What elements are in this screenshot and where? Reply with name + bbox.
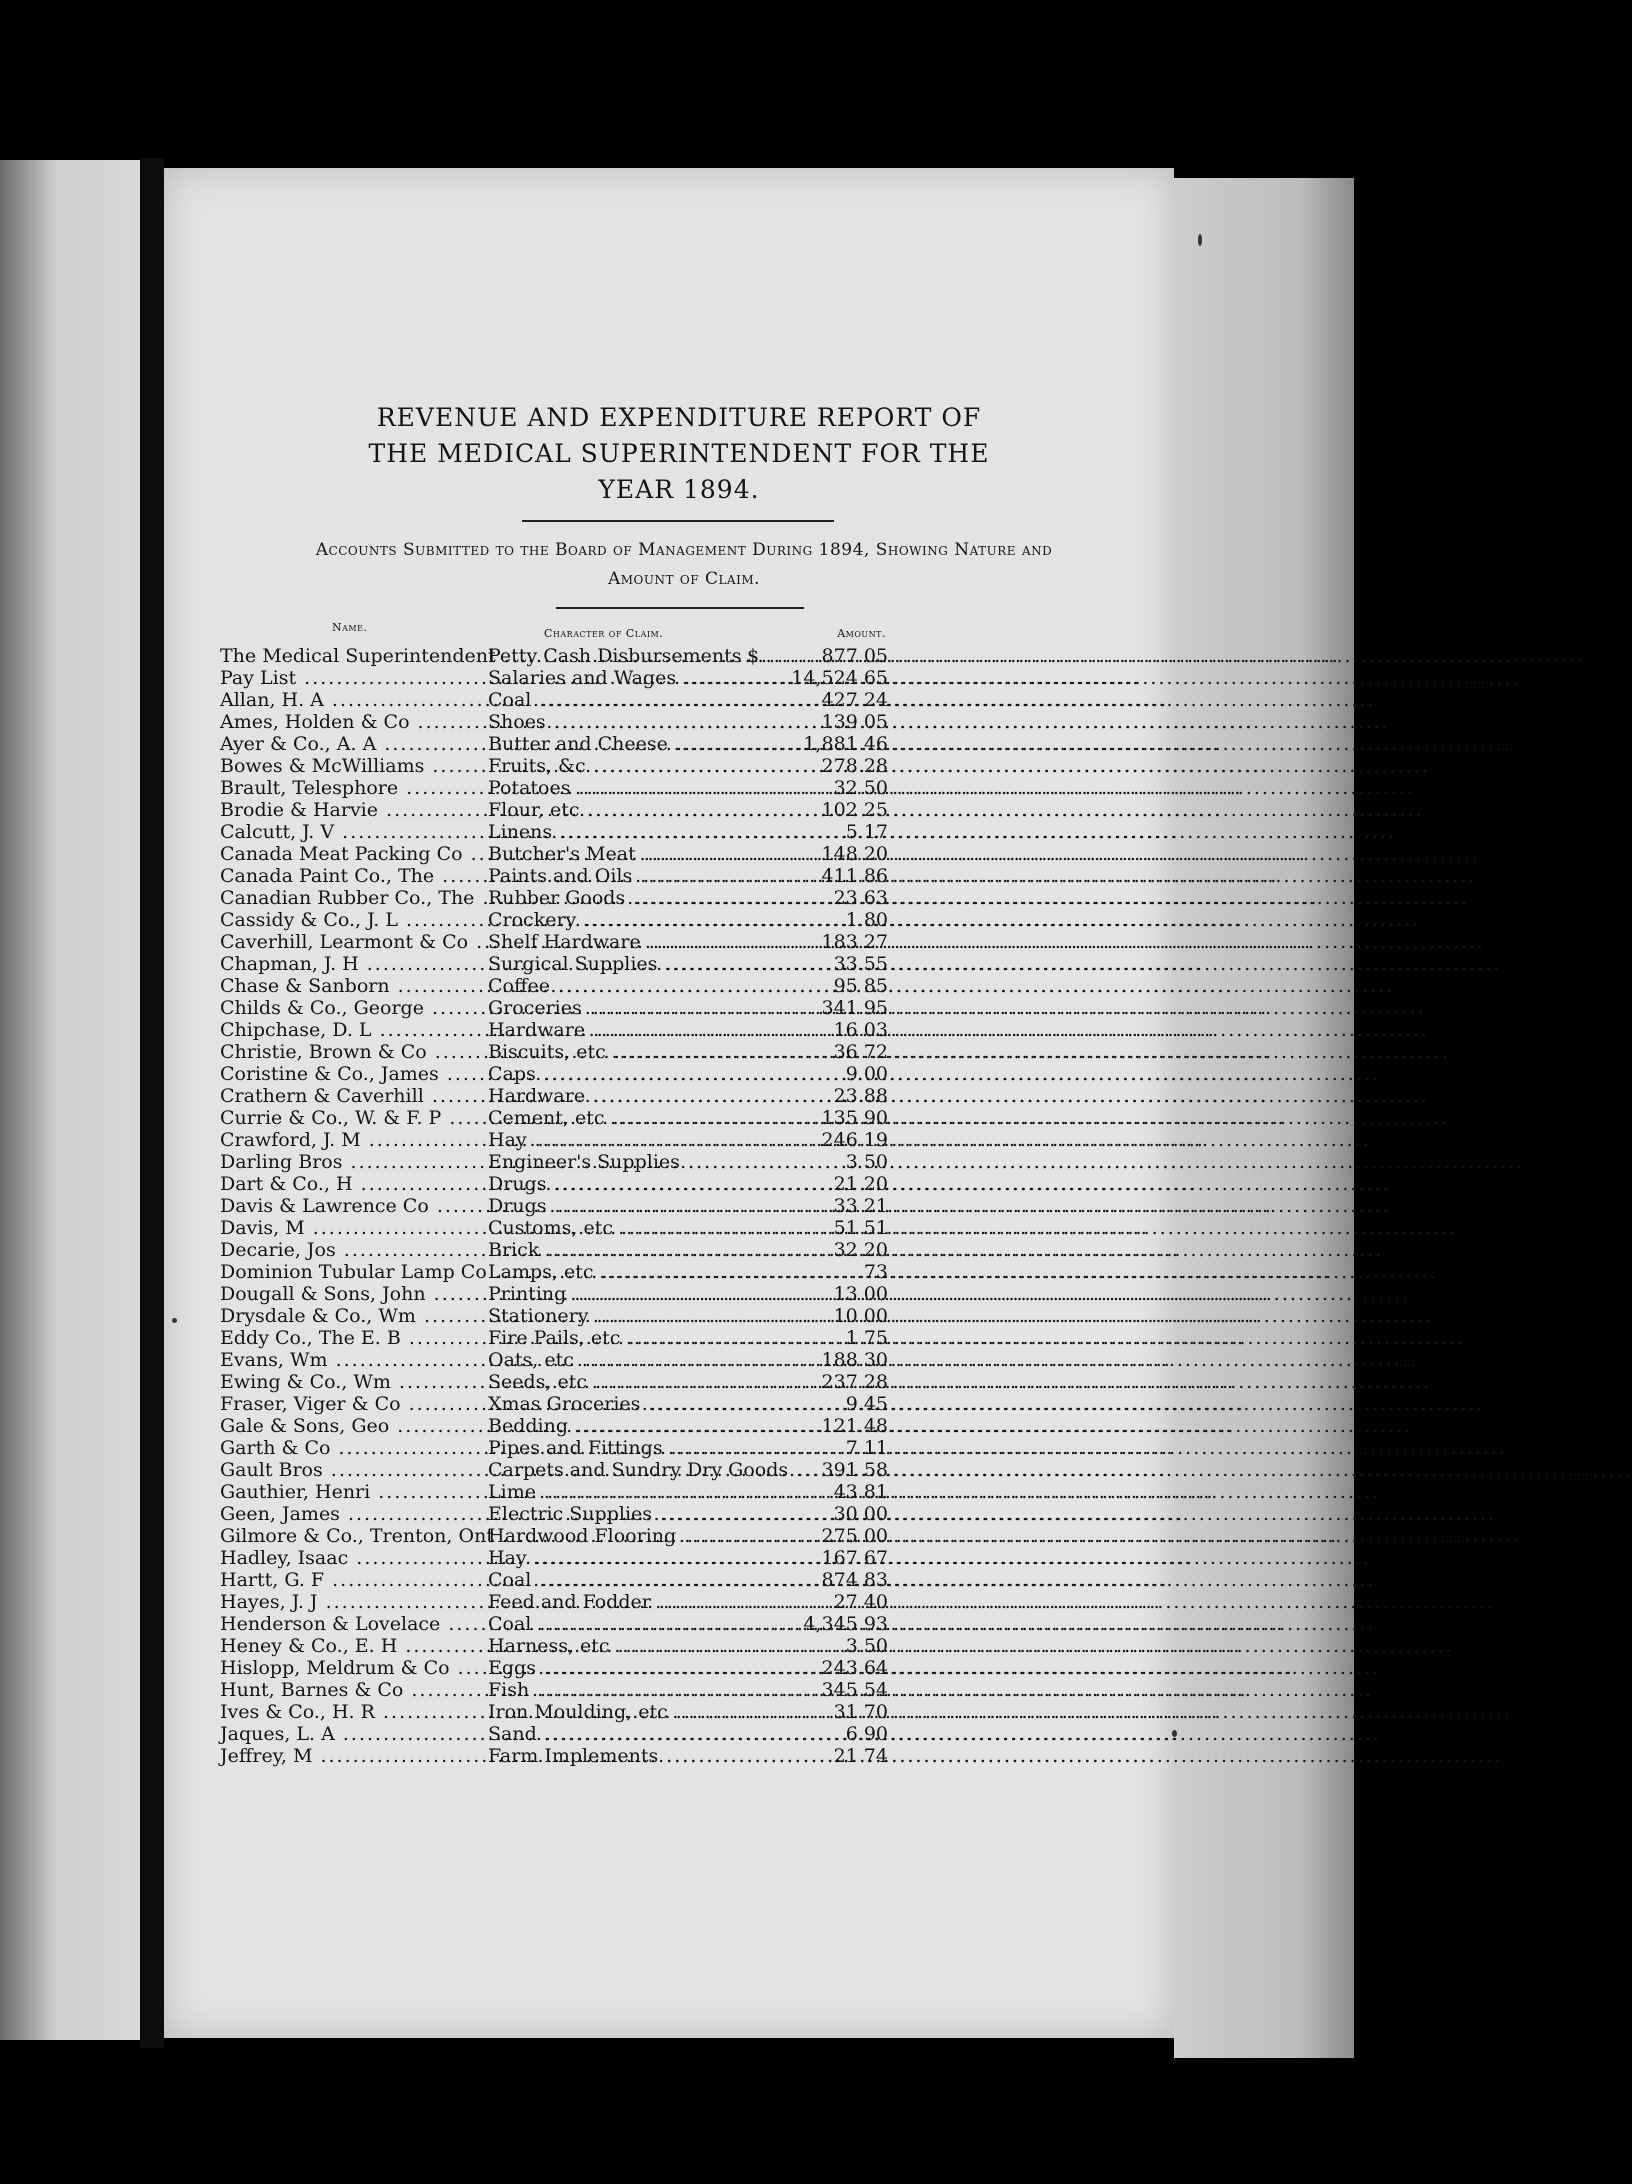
account-name: Dart & Co., H .....	[220, 1173, 488, 1195]
account-name: Jaques, L. A .....	[220, 1723, 488, 1745]
claim-character: Shelf Hardware .....	[488, 931, 746, 953]
account-name: Christie, Brown & Co .....	[220, 1041, 488, 1063]
claim-amount: 33 21	[833, 1195, 888, 1217]
table-row	[220, 931, 888, 953]
table-row	[220, 1745, 888, 1767]
claim-character: Drugs .....	[488, 1173, 746, 1195]
table-row	[220, 1107, 888, 1129]
claim-amount: 51 51	[833, 1217, 888, 1239]
table-row	[220, 997, 888, 1019]
accounts-table	[220, 621, 888, 1767]
table-body	[220, 645, 888, 1767]
table-row	[220, 1591, 888, 1613]
table-row	[220, 1261, 888, 1283]
table-row	[220, 1085, 888, 1107]
table-row	[220, 1173, 888, 1195]
table-row	[220, 711, 888, 733]
scan-speck	[1172, 1730, 1177, 1737]
claim-character: Hay .....	[488, 1129, 746, 1151]
claim-character: Drugs .....	[488, 1195, 746, 1217]
claim-amount: 32 20	[833, 1239, 888, 1261]
account-name: Pay List .....	[220, 667, 488, 689]
table-row	[220, 799, 888, 821]
table-row	[220, 1569, 888, 1591]
claim-amount: 3 50	[845, 1151, 888, 1173]
table-row	[220, 909, 888, 931]
claim-amount: 33 55	[833, 953, 888, 975]
claim-character: Pipes and Fittings .....	[488, 1437, 746, 1459]
claim-amount: 874 83	[821, 1569, 888, 1591]
claim-amount: 14,524 65	[791, 667, 888, 689]
account-name: Evans, Wm .....	[220, 1349, 488, 1371]
claim-character: Coal .....	[488, 1613, 746, 1635]
table-row	[220, 1613, 888, 1635]
claim-amount: 345 54	[821, 1679, 888, 1701]
claim-amount: 391 58	[821, 1459, 888, 1481]
claim-amount: 21 74	[833, 1745, 888, 1767]
account-name: Ewing & Co., Wm .....	[220, 1371, 488, 1393]
claim-amount: 5 17	[845, 821, 888, 843]
header-amount: Amount.	[837, 627, 886, 640]
title-rule	[522, 520, 834, 522]
claim-amount: 16 03	[833, 1019, 888, 1041]
account-name: Chipchase, D. L .....	[220, 1019, 488, 1041]
table-header	[220, 621, 888, 645]
table-row	[220, 1635, 888, 1657]
claim-amount: 237 28	[821, 1371, 888, 1393]
account-name: Davis & Lawrence Co .....	[220, 1195, 488, 1217]
account-name: Hunt, Barnes & Co .....	[220, 1679, 488, 1701]
claim-character: Bedding .....	[488, 1415, 746, 1437]
table-row	[220, 733, 888, 755]
table-row	[220, 1547, 888, 1569]
claim-character: Shoes .....	[488, 711, 746, 733]
claim-character: Biscuits, etc .....	[488, 1041, 746, 1063]
account-name: Hadley, Isaac .....	[220, 1547, 488, 1569]
claim-character: Coffee .....	[488, 975, 746, 997]
claim-amount: 341 95	[821, 997, 888, 1019]
scan-speck	[172, 1318, 177, 1323]
table-row	[220, 755, 888, 777]
claim-character: Printing .....	[488, 1283, 746, 1305]
account-name: Henderson & Lovelace .....	[220, 1613, 488, 1635]
claim-character: Fruits, &c .....	[488, 755, 746, 777]
claim-amount: 102 25	[821, 799, 888, 821]
account-name: Canada Paint Co., The .....	[220, 865, 488, 887]
account-name: Ames, Holden & Co .....	[220, 711, 488, 733]
table-row	[220, 1371, 888, 1393]
table-row	[220, 1459, 888, 1481]
table-row	[220, 1195, 888, 1217]
claim-character: Farm Implements .....	[488, 1745, 746, 1767]
account-name: Canada Meat Packing Co .....	[220, 843, 488, 865]
claim-amount: 148 20	[821, 843, 888, 865]
account-name: Allan, H. A .....	[220, 689, 488, 711]
claim-character: Surgical Supplies .....	[488, 953, 746, 975]
table-row	[220, 1151, 888, 1173]
claim-amount: 411 86	[821, 865, 888, 887]
claim-character: Butcher's Meat .....	[488, 843, 746, 865]
claim-character: Groceries .....	[488, 997, 746, 1019]
claim-character: Feed and Fodder .....	[488, 1591, 746, 1613]
table-row	[220, 667, 888, 689]
table-row	[220, 1657, 888, 1679]
table-row	[220, 1701, 888, 1723]
table-row	[220, 1679, 888, 1701]
claim-amount: 95 85	[833, 975, 888, 997]
table-row	[220, 777, 888, 799]
account-name: Brodie & Harvie .....	[220, 799, 488, 821]
claim-character: Eggs .....	[488, 1657, 746, 1679]
claim-character: Hardwood Flooring .....	[488, 1525, 746, 1547]
account-name: Gilmore & Co., Trenton, Ont .....	[220, 1525, 488, 1547]
claim-character: Carpets and Sundry Dry Goods .....	[488, 1459, 746, 1481]
account-name: Darling Bros .....	[220, 1151, 488, 1173]
currency-symbol: $	[746, 645, 760, 667]
table-row	[220, 1129, 888, 1151]
claim-character: Linens .....	[488, 821, 746, 843]
claim-character: Brick .....	[488, 1239, 746, 1261]
account-name: Chapman, J. H .....	[220, 953, 488, 975]
claim-character: Harness, etc .....	[488, 1635, 746, 1657]
facing-page-edge	[0, 160, 140, 2040]
account-name: Cassidy & Co., J. L .....	[220, 909, 488, 931]
claim-character: Seeds, etc .....	[488, 1371, 746, 1393]
account-name: The Medical Superintendent .....	[220, 645, 488, 667]
claim-character: Fire Pails, etc .....	[488, 1327, 746, 1349]
account-name: Drysdale & Co., Wm .....	[220, 1305, 488, 1327]
account-name: Jeffrey, M .....	[220, 1745, 488, 1767]
table-row	[220, 1327, 888, 1349]
claim-character: Rubber Goods .....	[488, 887, 746, 909]
account-name: Caverhill, Learmont & Co .....	[220, 931, 488, 953]
claim-amount: 139 05	[821, 711, 888, 733]
account-name: Calcutt, J. V .....	[220, 821, 488, 843]
book-spine	[140, 158, 164, 2048]
claim-amount: 7 11	[845, 1437, 888, 1459]
account-name: Currie & Co., W. & F. P .....	[220, 1107, 488, 1129]
claim-amount: 27 40	[833, 1591, 888, 1613]
claim-amount: 31 70	[833, 1701, 888, 1723]
account-name: Coristine & Co., James .....	[220, 1063, 488, 1085]
claim-character: Coal .....	[488, 1569, 746, 1591]
claim-amount: 3 50	[845, 1635, 888, 1657]
document-page	[164, 168, 1174, 2038]
claim-amount: 246 19	[821, 1129, 888, 1151]
claim-character: Hardware .....	[488, 1019, 746, 1041]
account-name: Hartt, G. F .....	[220, 1569, 488, 1591]
table-row	[220, 865, 888, 887]
claim-character: Salaries and Wages .....	[488, 667, 746, 689]
claim-character: Engineer's Supplies .....	[488, 1151, 746, 1173]
claim-character: Butter and Cheese .....	[488, 733, 746, 755]
claim-amount: 278 28	[821, 755, 888, 777]
account-name: Hayes, J. J .....	[220, 1591, 488, 1613]
claim-character: Oats, etc .....	[488, 1349, 746, 1371]
claim-character: Lamps, etc .....	[488, 1261, 746, 1283]
claim-amount: 243 64	[821, 1657, 888, 1679]
claim-character: Hay .....	[488, 1547, 746, 1569]
account-name: Canadian Rubber Co., The .....	[220, 887, 488, 909]
claim-character: Potatoes .....	[488, 777, 746, 799]
claim-amount: 43 81	[833, 1481, 888, 1503]
claim-character: Electric Supplies .....	[488, 1503, 746, 1525]
account-name: Geen, James .....	[220, 1503, 488, 1525]
account-name: Decarie, Jos .....	[220, 1239, 488, 1261]
table-row	[220, 843, 888, 865]
claim-amount: 1,881 46	[803, 733, 888, 755]
claim-amount: 73	[863, 1261, 888, 1283]
table-row	[220, 1041, 888, 1063]
claim-amount: 36 72	[833, 1041, 888, 1063]
scan-speck	[1198, 234, 1202, 246]
account-name: Crawford, J. M .....	[220, 1129, 488, 1151]
account-name: Dougall & Sons, John .....	[220, 1283, 488, 1305]
claim-character: Xmas Groceries .....	[488, 1393, 746, 1415]
claim-character: Fish .....	[488, 1679, 746, 1701]
claim-character: Stationery .....	[488, 1305, 746, 1327]
account-name: Garth & Co .....	[220, 1437, 488, 1459]
table-row	[220, 821, 888, 843]
subtitle-rule	[556, 607, 804, 609]
table-row	[220, 1437, 888, 1459]
account-name: Heney & Co., E. H .....	[220, 1635, 488, 1657]
table-row	[220, 1349, 888, 1371]
claim-character: Crockery .....	[488, 909, 746, 931]
table-row	[220, 1503, 888, 1525]
account-name: Gale & Sons, Geo .....	[220, 1415, 488, 1437]
account-name: Crathern & Caverhill .....	[220, 1085, 488, 1107]
account-name: Childs & Co., George .....	[220, 997, 488, 1019]
claim-amount: 167 67	[821, 1547, 888, 1569]
claim-amount: 275 00	[821, 1525, 888, 1547]
report-subtitle: Accounts Submitted to the Board of Management During 1894, Showing Nature and Amount of Claim.	[315, 540, 1053, 589]
table-row	[220, 1415, 888, 1437]
claim-amount: 9 45	[845, 1393, 888, 1415]
claim-amount: 4,345 93	[803, 1613, 888, 1635]
claim-character: Flour, etc .....	[488, 799, 746, 821]
claim-character: Petty Cash Disbursements .....	[488, 645, 746, 667]
table-row	[220, 645, 888, 667]
table-row	[220, 1305, 888, 1327]
account-name: Fraser, Viger & Co .....	[220, 1393, 488, 1415]
claim-amount: 427 24	[821, 689, 888, 711]
account-name: Eddy Co., The E. B .....	[220, 1327, 488, 1349]
claim-amount: 32 50	[833, 777, 888, 799]
table-row	[220, 953, 888, 975]
claim-character: Customs, etc .....	[488, 1217, 746, 1239]
account-name: Chase & Sanborn .....	[220, 975, 488, 997]
claim-amount: 121 48	[821, 1415, 888, 1437]
account-name: Bowes & McWilliams .....	[220, 755, 488, 777]
account-name: Brault, Telesphore .....	[220, 777, 488, 799]
claim-character: Lime .....	[488, 1481, 746, 1503]
table-row	[220, 689, 888, 711]
claim-character: Paints and Oils .....	[488, 865, 746, 887]
claim-amount: 10 00	[833, 1305, 888, 1327]
table-row	[220, 1063, 888, 1085]
account-name: Davis, M .....	[220, 1217, 488, 1239]
account-name: Gauthier, Henri .....	[220, 1481, 488, 1503]
table-row	[220, 887, 888, 909]
table-row	[220, 975, 888, 997]
table-row	[220, 1019, 888, 1041]
claim-amount: 877 05	[821, 645, 888, 667]
claim-amount: 21 20	[833, 1173, 888, 1195]
table-row	[220, 1525, 888, 1547]
claim-amount: 1 80	[845, 909, 888, 931]
claim-amount: 135 90	[821, 1107, 888, 1129]
claim-character: Hardware .....	[488, 1085, 746, 1107]
claim-character: Caps .....	[488, 1063, 746, 1085]
claim-amount: 6 90	[845, 1723, 888, 1745]
claim-character: Cement, etc .....	[488, 1107, 746, 1129]
claim-character: Sand .....	[488, 1723, 746, 1745]
account-name: Ayer & Co., A. A .....	[220, 733, 488, 755]
claim-amount: 23 63	[833, 887, 888, 909]
claim-amount: 183 27	[821, 931, 888, 953]
claim-character: Coal .....	[488, 689, 746, 711]
header-name: Name.	[332, 621, 368, 634]
table-row	[220, 1393, 888, 1415]
report-title: REVENUE AND EXPENDITURE REPORT OF THE MEDICAL SUPERINTENDENT FOR THE YEAR 1894.	[368, 403, 990, 504]
table-row	[220, 1239, 888, 1261]
claim-character: Iron Moulding, etc .....	[488, 1701, 746, 1723]
table-row	[220, 1481, 888, 1503]
claim-amount: 9 00	[845, 1063, 888, 1085]
account-name: Hislopp, Meldrum & Co .....	[220, 1657, 488, 1679]
table-row	[220, 1217, 888, 1239]
claim-amount: 30 00	[833, 1503, 888, 1525]
claim-amount: 1 75	[845, 1327, 888, 1349]
account-name: Dominion Tubular Lamp Co .....	[220, 1261, 488, 1283]
claim-amount: 188 30	[821, 1349, 888, 1371]
header-character: Character of Claim.	[544, 627, 664, 640]
table-row	[220, 1283, 888, 1305]
account-name: Gault Bros .....	[220, 1459, 488, 1481]
account-name: Ives & Co., H. R .....	[220, 1701, 488, 1723]
claim-amount: 23 88	[833, 1085, 888, 1107]
claim-amount: 13 00	[833, 1283, 888, 1305]
table-row	[220, 1723, 888, 1745]
